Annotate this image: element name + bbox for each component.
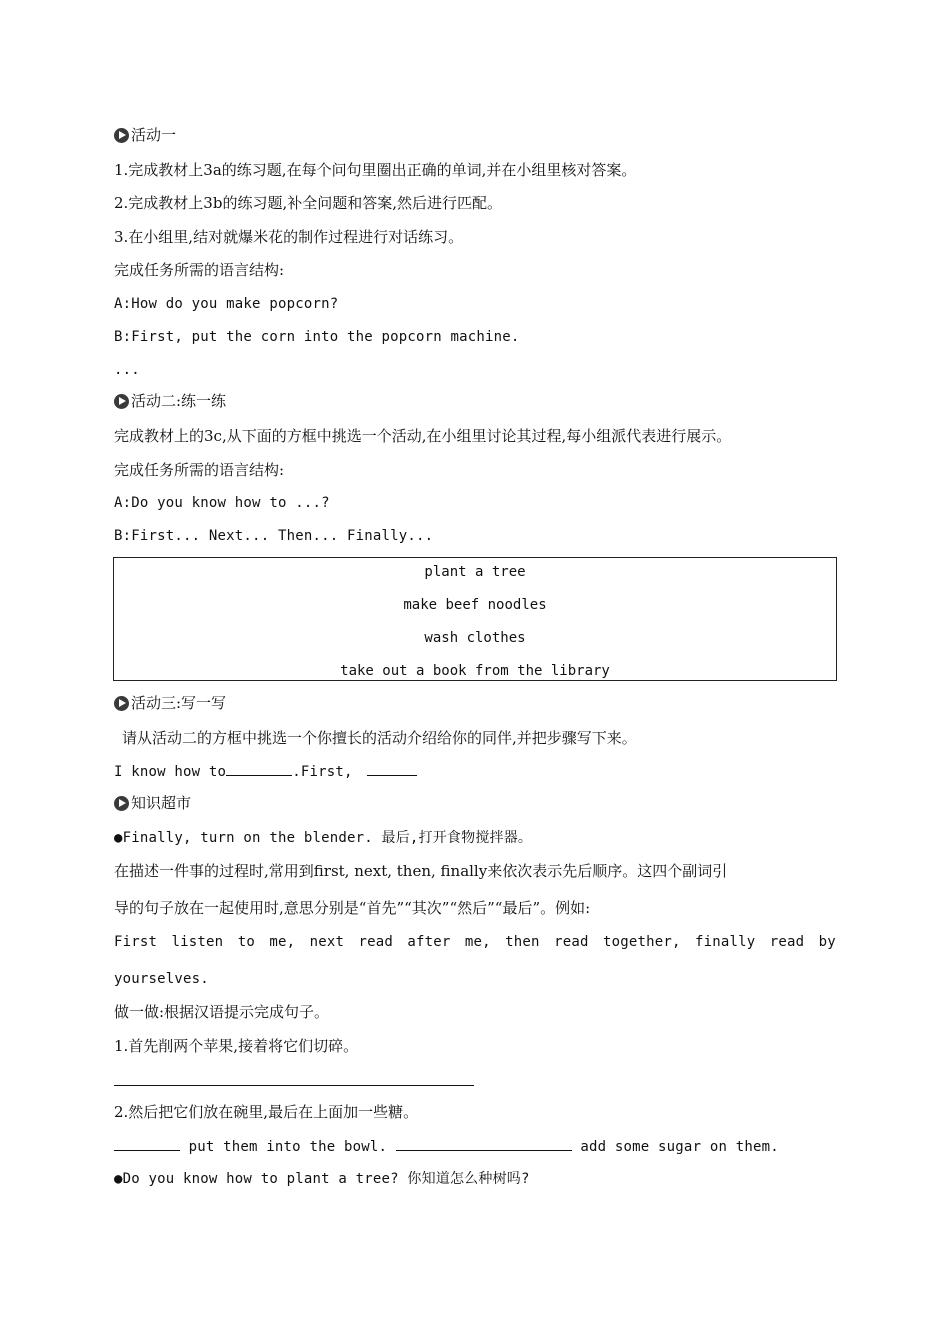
answer-text-2: add some sugar on them. <box>580 1139 779 1155</box>
knowledge-explain-1: 在描述一件事的过程时,常用到first, next, then, finally来依次表示先后顺序。这四个副词引 <box>114 862 728 880</box>
example-word: me, <box>464 934 491 950</box>
example-word: next <box>309 934 345 950</box>
activity1-item-3: 3.在小组里,结对就爆米花的制作过程进行对话练习。 <box>114 228 464 246</box>
knowledge-bullet-2: ●Do you know how to plant a tree? 你知道怎么种树吗? <box>114 1171 530 1187</box>
answer-line[interactable] <box>114 1085 474 1086</box>
example-word: after <box>407 934 451 950</box>
example-word: First <box>114 934 158 950</box>
activity1-item-1: 1.完成教材上3a的练习题,在每个问句里圈出正确的单词,并在小组里核对答案。 <box>114 161 637 179</box>
activity1-dialog-b: B:First, put the corn into the popcorn machine. <box>114 329 520 345</box>
activity2-heading-text: 活动二:练一练 <box>131 392 227 410</box>
fill-text-1: I know how to <box>114 764 227 780</box>
example-word: together, <box>602 934 681 950</box>
example-word: then <box>505 934 540 950</box>
practice-answer-2 <box>114 1136 779 1157</box>
activity-option: wash clothes <box>424 630 526 646</box>
activity2-dialog-a: A:Do you know how to ...? <box>114 495 330 511</box>
knowledge-example <box>114 932 836 952</box>
activity2-dialog-b: B:First... Next... Then... Finally... <box>114 528 434 544</box>
activity-options-box <box>113 557 837 681</box>
practice-question-1: 1.首先削两个苹果,接着将它们切碎。 <box>114 1037 359 1055</box>
answer-blank[interactable] <box>226 761 292 776</box>
fill-text-2: .First, <box>292 764 353 780</box>
arrow-bullet-icon <box>114 796 129 811</box>
example-word: finally <box>695 934 756 950</box>
activity1-heading-text: 活动一 <box>131 126 177 144</box>
example-word: read <box>358 934 393 950</box>
activity-option: plant a tree <box>424 564 526 580</box>
activity-option: take out a book from the library <box>340 663 610 679</box>
activity1-item-2: 2.完成教材上3b的练习题,补全问题和答案,然后进行匹配。 <box>114 194 502 212</box>
practice-label: 做一做:根据汉语提示完成句子。 <box>114 1003 330 1021</box>
practice-question-2: 2.然后把它们放在碗里,最后在上面加一些糖。 <box>114 1103 419 1121</box>
arrow-bullet-icon <box>114 128 129 143</box>
arrow-bullet-icon <box>114 696 129 711</box>
knowledge-explain-2: 导的句子放在一起使用时,意思分别是“首先”“其次”“然后”“最后”。例如: <box>114 899 591 917</box>
knowledge-bullet-1: ●Finally, turn on the blender. 最后,打开食物搅拌器。 <box>114 830 533 846</box>
activity2-heading <box>114 391 226 411</box>
activity3-instruction: 请从活动二的方框中挑选一个你擅长的活动介绍给你的同伴,并把步骤写下来。 <box>122 729 637 747</box>
example-word: read <box>769 934 805 950</box>
activity1-structure-label: 完成任务所需的语言结构: <box>114 261 285 279</box>
knowledge-example-end: yourselves. <box>114 971 209 987</box>
example-word: me, <box>269 934 296 950</box>
example-word: listen <box>171 934 224 950</box>
knowledge-heading <box>114 793 191 813</box>
answer-blank[interactable] <box>114 1136 180 1151</box>
activity3-heading <box>114 693 226 713</box>
activity2-structure-label: 完成任务所需的语言结构: <box>114 461 285 479</box>
activity1-ellipsis: ... <box>114 362 140 378</box>
arrow-bullet-icon <box>114 394 129 409</box>
activity2-instruction: 完成教材上的3c,从下面的方框中挑选一个活动,在小组里讨论其过程,每小组派代表进行展示。 <box>114 427 732 445</box>
answer-text-1: put them into the bowl. <box>188 1139 388 1155</box>
answer-blank[interactable] <box>367 761 417 776</box>
activity1-dialog-a: A:How do you make popcorn? <box>114 296 339 312</box>
example-word: by <box>818 934 836 950</box>
activity3-fill-sentence <box>114 761 417 782</box>
activity-option: make beef noodles <box>403 597 547 613</box>
example-word: read <box>554 934 589 950</box>
answer-blank[interactable] <box>396 1136 572 1151</box>
activity3-heading-text: 活动三:写一写 <box>131 694 227 712</box>
knowledge-heading-text: 知识超市 <box>131 794 192 812</box>
example-word: to <box>237 934 255 950</box>
activity1-heading <box>114 125 176 145</box>
